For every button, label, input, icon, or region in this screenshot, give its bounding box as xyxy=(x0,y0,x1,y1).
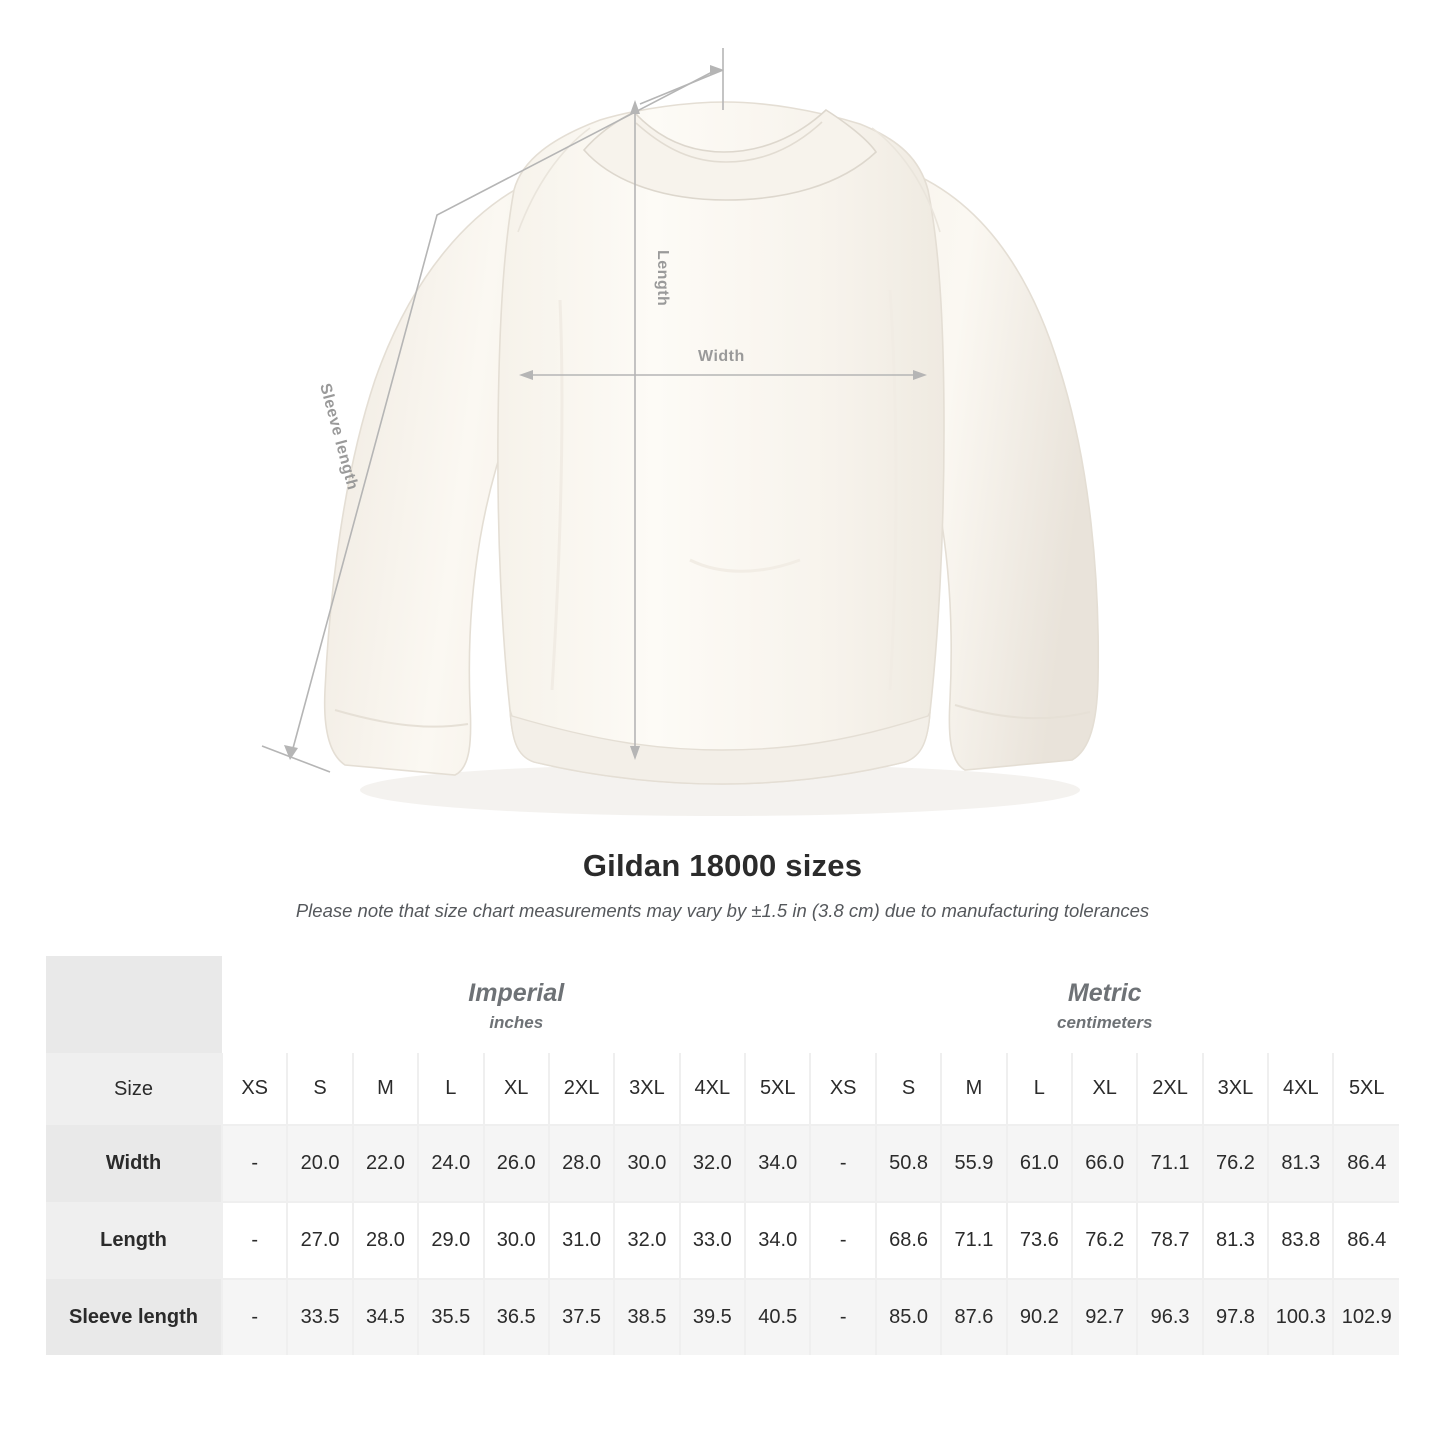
width-metric-xl: 66.0 xyxy=(1072,1125,1137,1202)
sleeve-imperial-5xl: 40.5 xyxy=(745,1279,810,1355)
width-imperial-2xl: 28.0 xyxy=(549,1125,614,1202)
sleeve-imperial-xl: 36.5 xyxy=(484,1279,549,1355)
width-imperial-m: 22.0 xyxy=(353,1125,418,1202)
tolerance-note: Please note that size chart measurements may vary by ±1.5 in (3.8 cm) due to manufacturing tolerances xyxy=(295,900,1150,921)
width-imperial-s: 20.0 xyxy=(287,1125,352,1202)
page-title: Gildan 18000 sizes xyxy=(582,848,863,883)
size-col-imperial-5xl: 5XL xyxy=(745,1053,810,1125)
sleeve-metric-xl: 92.7 xyxy=(1072,1279,1137,1355)
row-label-width: Width xyxy=(46,1125,222,1202)
sleeve-imperial-xs: - xyxy=(222,1279,287,1355)
sleeve-metric-2xl: 96.3 xyxy=(1137,1279,1202,1355)
width-metric-5xl: 86.4 xyxy=(1333,1125,1399,1202)
width-metric-l: 61.0 xyxy=(1007,1125,1072,1202)
unit-system-imperial-sub: inches xyxy=(489,1013,544,1033)
width-metric-s: 50.8 xyxy=(876,1125,941,1202)
length-metric-m: 71.1 xyxy=(941,1202,1006,1279)
width-label: Width xyxy=(698,348,745,365)
length-metric-5xl: 86.4 xyxy=(1333,1202,1399,1279)
sleeve-metric-s: 85.0 xyxy=(876,1279,941,1355)
sleeve-length-label: Sleeve length xyxy=(316,381,361,492)
width-imperial-4xl: 32.0 xyxy=(680,1125,745,1202)
unit-system-imperial xyxy=(222,956,810,1053)
heading-block xyxy=(0,848,1445,922)
size-col-imperial-m: M xyxy=(353,1053,418,1125)
width-metric-m: 55.9 xyxy=(941,1125,1006,1202)
length-imperial-3xl: 32.0 xyxy=(614,1202,679,1279)
row-label-sleeve-length: Sleeve length xyxy=(46,1279,222,1355)
size-chart-table-wrapper xyxy=(46,956,1399,1355)
length-metric-xl: 76.2 xyxy=(1072,1202,1137,1279)
unit-system-metric-sub: centimeters xyxy=(1057,1013,1153,1033)
size-col-metric-4xl: 4XL xyxy=(1268,1053,1333,1125)
size-col-metric-l: L xyxy=(1007,1053,1072,1125)
size-col-metric-xl: XL xyxy=(1072,1053,1137,1125)
sleeve-metric-xs: - xyxy=(810,1279,875,1355)
length-imperial-5xl: 34.0 xyxy=(745,1202,810,1279)
length-metric-s: 68.6 xyxy=(876,1202,941,1279)
length-imperial-xl: 30.0 xyxy=(484,1202,549,1279)
length-metric-xs: - xyxy=(810,1202,875,1279)
width-metric-2xl: 71.1 xyxy=(1137,1125,1202,1202)
size-col-imperial-3xl: 3XL xyxy=(614,1053,679,1125)
unit-system-metric-name: Metric xyxy=(1067,979,1142,1007)
size-col-imperial-l: L xyxy=(418,1053,483,1125)
sleeve-metric-m: 87.6 xyxy=(941,1279,1006,1355)
size-col-metric-3xl: 3XL xyxy=(1203,1053,1268,1125)
length-metric-2xl: 78.7 xyxy=(1137,1202,1202,1279)
sleeve-imperial-s: 33.5 xyxy=(287,1279,352,1355)
sleeve-metric-l: 90.2 xyxy=(1007,1279,1072,1355)
row-label-length: Length xyxy=(46,1202,222,1279)
width-imperial-l: 24.0 xyxy=(418,1125,483,1202)
length-imperial-s: 27.0 xyxy=(287,1202,352,1279)
length-imperial-4xl: 33.0 xyxy=(680,1202,745,1279)
width-imperial-3xl: 30.0 xyxy=(614,1125,679,1202)
sleeve-metric-5xl: 102.9 xyxy=(1333,1279,1399,1355)
size-col-imperial-xl: XL xyxy=(484,1053,549,1125)
size-header-row xyxy=(46,1053,1399,1125)
size-header-label: Size xyxy=(46,1053,222,1125)
length-metric-4xl: 83.8 xyxy=(1268,1202,1333,1279)
length-imperial-xs: - xyxy=(222,1202,287,1279)
sleeve-imperial-2xl: 37.5 xyxy=(549,1279,614,1355)
size-col-metric-5xl: 5XL xyxy=(1333,1053,1399,1125)
length-metric-3xl: 81.3 xyxy=(1203,1202,1268,1279)
width-imperial-5xl: 34.0 xyxy=(745,1125,810,1202)
size-col-imperial-s: S xyxy=(287,1053,352,1125)
size-col-metric-m: M xyxy=(941,1053,1006,1125)
width-metric-3xl: 76.2 xyxy=(1203,1125,1268,1202)
sleeve-metric-3xl: 97.8 xyxy=(1203,1279,1268,1355)
sleeve-metric-4xl: 100.3 xyxy=(1268,1279,1333,1355)
length-imperial-l: 29.0 xyxy=(418,1202,483,1279)
width-metric-xs: - xyxy=(810,1125,875,1202)
size-col-metric-xs: XS xyxy=(810,1053,875,1125)
unit-row-spacer xyxy=(46,956,222,1053)
size-col-metric-2xl: 2XL xyxy=(1137,1053,1202,1125)
width-metric-4xl: 81.3 xyxy=(1268,1125,1333,1202)
size-col-metric-s: S xyxy=(876,1053,941,1125)
size-col-imperial-4xl: 4XL xyxy=(680,1053,745,1125)
unit-system-imperial-name: Imperial xyxy=(468,979,565,1007)
size-col-imperial-2xl: 2XL xyxy=(549,1053,614,1125)
table-row xyxy=(46,1279,1399,1355)
sleeve-imperial-m: 34.5 xyxy=(353,1279,418,1355)
length-metric-l: 73.6 xyxy=(1007,1202,1072,1279)
size-chart-table xyxy=(46,956,1399,1355)
sleeve-imperial-4xl: 39.5 xyxy=(680,1279,745,1355)
size-col-imperial-xs: XS xyxy=(222,1053,287,1125)
sleeve-imperial-3xl: 38.5 xyxy=(614,1279,679,1355)
unit-system-row xyxy=(46,956,1399,1053)
length-label: Length xyxy=(654,250,671,307)
sleeve-imperial-l: 35.5 xyxy=(418,1279,483,1355)
width-imperial-xl: 26.0 xyxy=(484,1125,549,1202)
length-imperial-m: 28.0 xyxy=(353,1202,418,1279)
table-row xyxy=(46,1202,1399,1279)
length-imperial-2xl: 31.0 xyxy=(549,1202,614,1279)
unit-system-metric xyxy=(810,956,1399,1053)
width-imperial-xs: - xyxy=(222,1125,287,1202)
table-row xyxy=(46,1125,1399,1202)
